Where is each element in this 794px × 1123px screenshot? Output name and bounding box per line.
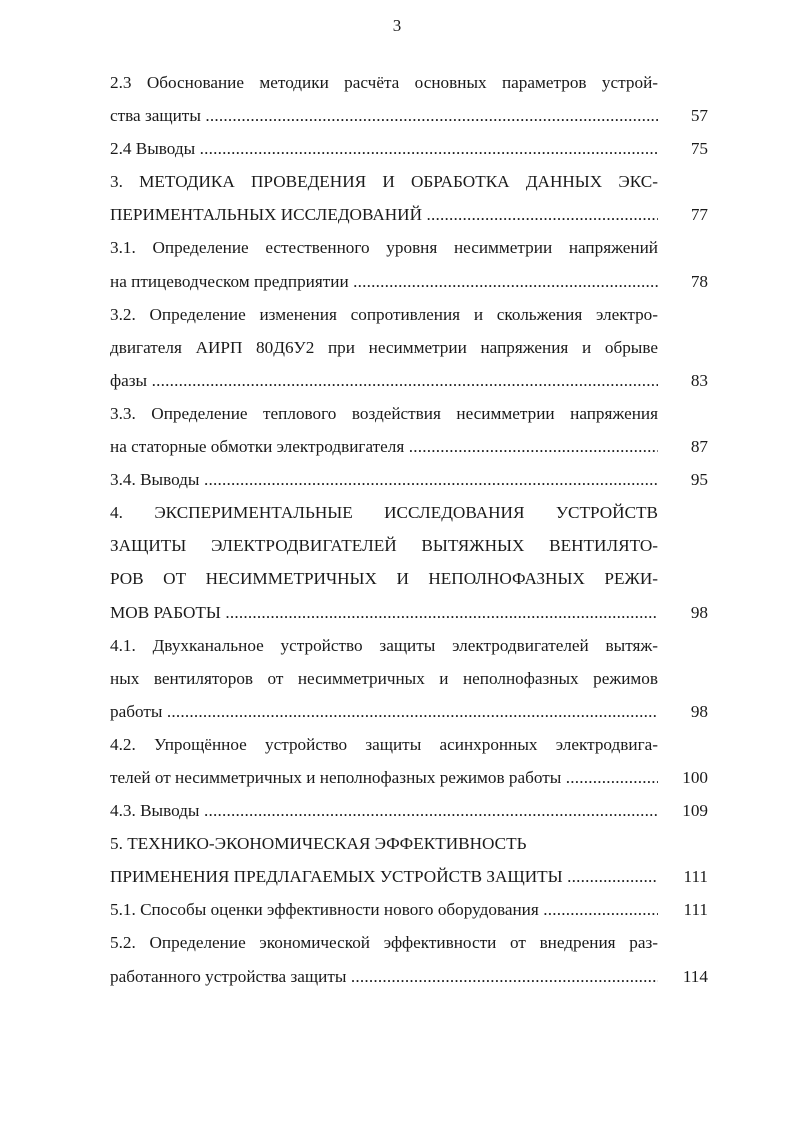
toc-line	[110, 893, 708, 926]
toc-line	[110, 695, 708, 728]
toc-entry-page: 111	[683, 900, 708, 920]
toc-entry-text: фазы .....	[110, 364, 658, 397]
toc-line	[110, 827, 708, 860]
toc-entry-text: 3.2. Определение изменения сопротивления и скольжения электро-	[110, 304, 658, 324]
toc-entry-page: 98	[690, 701, 708, 721]
toc-line	[110, 662, 708, 695]
toc-entry-page: 78	[690, 271, 708, 291]
toc-line	[110, 99, 708, 132]
toc-line	[110, 132, 708, 165]
toc-line	[110, 298, 708, 331]
toc-entry-text: 4.2. Упрощённое устройство защиты асинхронных электродвига-	[110, 734, 658, 754]
toc-line	[110, 331, 708, 364]
toc-entry-page: 111	[683, 867, 708, 887]
toc-line	[110, 728, 708, 761]
toc-entry-text: 2.3 Обоснование методики расчёта основных параметров устрой-	[110, 73, 658, 92]
toc-entry-text: двигателя АИРП 80Д6У2 при несимметрии напряжения и обрыве	[110, 337, 658, 357]
toc-entry-text: ства защиты .....	[110, 99, 658, 132]
toc-entry-text: 3.4. Выводы .....	[110, 463, 658, 496]
toc-entry-text: 2.4 Выводы .....	[110, 132, 658, 165]
toc-entry-text: ПЕРИМЕНТАЛЬНЫХ ИССЛЕДОВАНИЙ .....	[110, 198, 658, 231]
toc-line	[110, 66, 708, 99]
toc-entry-page: 109	[682, 801, 708, 821]
toc-entry-text: 5.2. Определение экономической эффективности от внедрения раз-	[110, 933, 658, 953]
toc-line	[110, 860, 708, 893]
toc-line	[110, 926, 708, 959]
toc-entry-text: ЗАЩИТЫ ЭЛЕКТРОДВИГАТЕЛЕЙ ВЫТЯЖНЫХ ВЕНТИЛЯТО-	[110, 536, 658, 556]
toc-line	[110, 165, 708, 198]
toc-entry-page: 100	[682, 767, 708, 787]
toc-entry-text: ПРИМЕНЕНИЯ ПРЕДЛАГАЕМЫХ УСТРОЙСТВ ЗАЩИТЫ .....	[110, 860, 658, 893]
toc-line	[110, 596, 708, 629]
toc-entry-text: ных вентиляторов от несимметричных и неполнофазных режимов	[110, 668, 658, 688]
toc-entry-page: 87	[690, 437, 708, 457]
table-of-contents	[110, 66, 708, 993]
toc-entry-text: работы .....	[110, 695, 658, 728]
toc-entry-text: телей от несимметричных и неполнофазных режимов работы .....	[110, 761, 658, 794]
toc-line	[110, 960, 708, 993]
toc-line	[110, 629, 708, 662]
toc-line	[110, 397, 708, 430]
toc-entry-text: на статорные обмотки электродвигателя .....	[110, 430, 658, 463]
toc-entry-page: 95	[690, 470, 708, 490]
toc-entry-text: 3.1. Определение естественного уровня несимметрии напряжений	[110, 238, 658, 258]
toc-entry-text: на птицеводческом предприятии .....	[110, 265, 658, 298]
toc-entry-text: РОВ ОТ НЕСИММЕТРИЧНЫХ И НЕПОЛНОФАЗНЫХ РЕЖИ-	[110, 569, 658, 589]
page-number: 3	[392, 16, 402, 35]
toc-line	[110, 265, 708, 298]
toc-entry-text: 4.3. Выводы .....	[110, 794, 658, 827]
toc-line	[110, 761, 708, 794]
toc-entry-text: 5.1. Способы оценки эффективности нового оборудования .....	[110, 893, 658, 926]
toc-entry-text: 3.3. Определение теплового воздействия несимметрии напряжения	[110, 403, 658, 423]
toc-entry-text: 4.1. Двухканальное устройство защиты электродвигателей вытяж-	[110, 635, 658, 655]
toc-entry-page: 77	[690, 205, 708, 225]
toc-line	[110, 529, 708, 562]
toc-entry-page: 75	[690, 139, 708, 159]
toc-entry-text: работанного устройства защиты .....	[110, 960, 658, 993]
toc-entry-text: МОВ РАБОТЫ .....	[110, 596, 658, 629]
toc-line	[110, 463, 708, 496]
toc-entry-page: 83	[690, 370, 708, 390]
toc-line	[110, 496, 708, 529]
toc-entry-page: 57	[690, 106, 708, 126]
toc-entry-page: 114	[682, 966, 708, 986]
toc-entry-text: 3. МЕТОДИКА ПРОВЕДЕНИЯ И ОБРАБОТКА ДАННЫХ ЭКС-	[110, 172, 658, 192]
toc-entry-page: 98	[690, 602, 708, 622]
toc-line	[110, 794, 708, 827]
toc-line	[110, 198, 708, 231]
toc-entry-text: 4. ЭКСПЕРИМЕНТАЛЬНЫЕ ИССЛЕДОВАНИЯ УСТРОЙСТВ	[110, 503, 658, 523]
toc-line	[110, 231, 708, 264]
toc-line	[110, 562, 708, 595]
toc-line	[110, 430, 708, 463]
toc-line	[110, 364, 708, 397]
toc-entry-text: 5. ТЕХНИКО-ЭКОНОМИЧЕСКАЯ ЭФФЕКТИВНОСТЬ	[110, 834, 527, 854]
